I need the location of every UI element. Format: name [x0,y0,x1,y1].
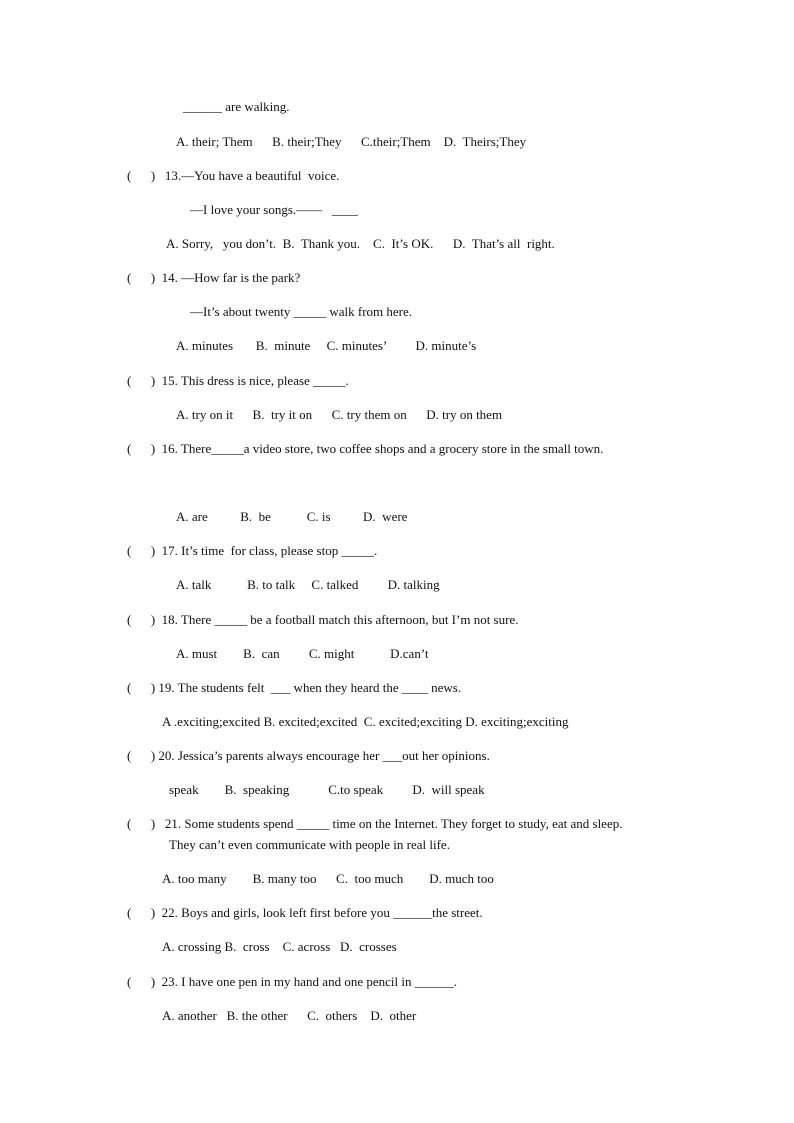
q15-options: A. try on it B. try it on C. try them on D. try on them [176,407,503,422]
q17-stem: ( ) 17. It’s time for class, please stop _____. [127,543,378,558]
q15-stem: ( ) 15. This dress is nice, please _____. [127,373,349,388]
q22-stem: ( ) 22. Boys and girls, look left first before you ______the street. [127,905,483,920]
q18-options: A. must B. can C. might D.can’t [176,646,429,661]
q18-stem: ( ) 18. There _____ be a football match this afternoon, but I’m not sure. [127,612,519,627]
q20-stem: ( ) 20. Jessica’s parents always encourage her ___out her opinions. [127,748,490,763]
q16-stem: ( ) 16. There_____a video store, two coffee shops and a grocery store in the small town. [127,441,604,456]
q12-stem-tail: ______ are walking. [183,99,290,114]
q14-options: A. minutes B. minute C. minutes’ D. minute’s [176,338,477,353]
q16-options: A. are B. be C. is D. were [176,509,408,524]
q21-stem: ( ) 21. Some students spend _____ time on the Internet. They forget to study, eat and sleep. [127,816,623,831]
q13-options: A. Sorry, you don’t. B. Thank you. C. It’s OK. D. That’s all right. [166,236,555,251]
q13-reply: —I love your songs.—— ____ [190,202,358,217]
q21-options: A. too many B. many too C. too much D. much too [162,871,494,886]
q20-options: speak B. speaking C.to speak D. will speak [169,782,485,797]
q23-options: A. another B. the other C. others D. other [162,1008,417,1023]
q22-options: A. crossing B. cross C. across D. crosses [162,939,397,954]
q13-stem: ( ) 13.—You have a beautiful voice. [127,168,340,183]
q19-options: A .exciting;excited B. excited;excited C. excited;exciting D. exciting;exciting [162,714,569,729]
q23-stem: ( ) 23. I have one pen in my hand and one pencil in ______. [127,974,457,989]
q17-options: A. talk B. to talk C. talked D. talking [176,577,440,592]
q19-stem: ( ) 19. The students felt ___ when they heard the ____ news. [127,680,462,695]
q21-stem-cont: They can’t even communicate with people in real life. [169,837,450,852]
q14-stem: ( ) 14. —How far is the park? [127,270,301,285]
q12-options: A. their; Them B. their;They C.their;Them D. Theirs;They [176,134,527,149]
q14-reply: —It’s about twenty _____ walk from here. [190,304,413,319]
